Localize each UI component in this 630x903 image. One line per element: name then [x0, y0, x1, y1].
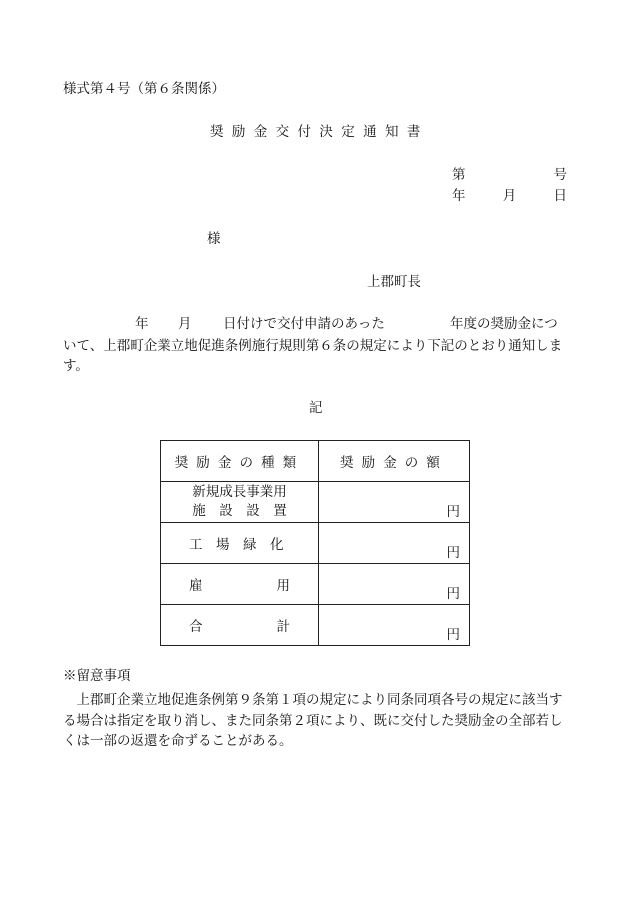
notes-title: ※留意事項: [63, 668, 131, 684]
body-text-rest: いて、上郡町企業立地促進条例施行規則第６条の規定により下記のとおり通知します。: [63, 338, 563, 374]
table-header-row: [161, 441, 470, 482]
document-number-row: [452, 169, 567, 183]
document-title: 奨励金交付決定通知書: [210, 124, 429, 140]
amount-cell: [319, 482, 470, 523]
table-row: [161, 564, 470, 605]
date-year: 年: [452, 188, 466, 204]
award-table: [160, 440, 470, 646]
body-month: 月: [178, 316, 192, 332]
date-day: 日: [553, 188, 567, 204]
amount-cell: [319, 523, 470, 564]
amount-cell: [319, 605, 470, 646]
row-label: 工 場 緑 化: [161, 523, 319, 564]
row-label: 合 計: [161, 605, 319, 646]
body-text: [63, 337, 573, 376]
yen-unit: 円: [446, 504, 460, 520]
yen-unit: 円: [446, 627, 460, 643]
form-label: 様式第４号（第６条関係）: [63, 81, 225, 97]
table-row: [161, 482, 470, 523]
row-label: 新規成長事業用 施 設 設 置: [161, 482, 319, 523]
table-row: [161, 605, 470, 646]
body-fy-text: 年度の奨励金につ: [450, 316, 558, 332]
issue-date-row: [452, 190, 567, 204]
table-row: [161, 523, 470, 564]
addressee: 様: [207, 231, 221, 247]
header-type: 奨励金の種類: [161, 441, 319, 482]
row-label: 雇 用: [161, 564, 319, 605]
notes-body: 上郡町企業立地促進条例第９条第１項の規定により同条同項各号の規定に該当する場合は指定を取り消し、また同条第２項により、既に交付した奨励金の全部若しくは一部の返還を命ずることがある。: [63, 692, 563, 749]
date-month: 月: [502, 188, 517, 204]
issuer: 上郡町長: [367, 274, 421, 290]
body-day-text: 日付けで交付申請のあった: [223, 316, 385, 332]
yen-unit: 円: [446, 586, 460, 602]
yen-unit: 円: [446, 545, 460, 561]
number-prefix: 第: [452, 167, 466, 183]
number-suffix: 号: [553, 167, 567, 183]
ki-heading: 記: [309, 400, 323, 416]
amount-cell: [319, 564, 470, 605]
body-year: 年: [135, 316, 149, 332]
header-amount: 奨励金の額: [319, 441, 470, 482]
